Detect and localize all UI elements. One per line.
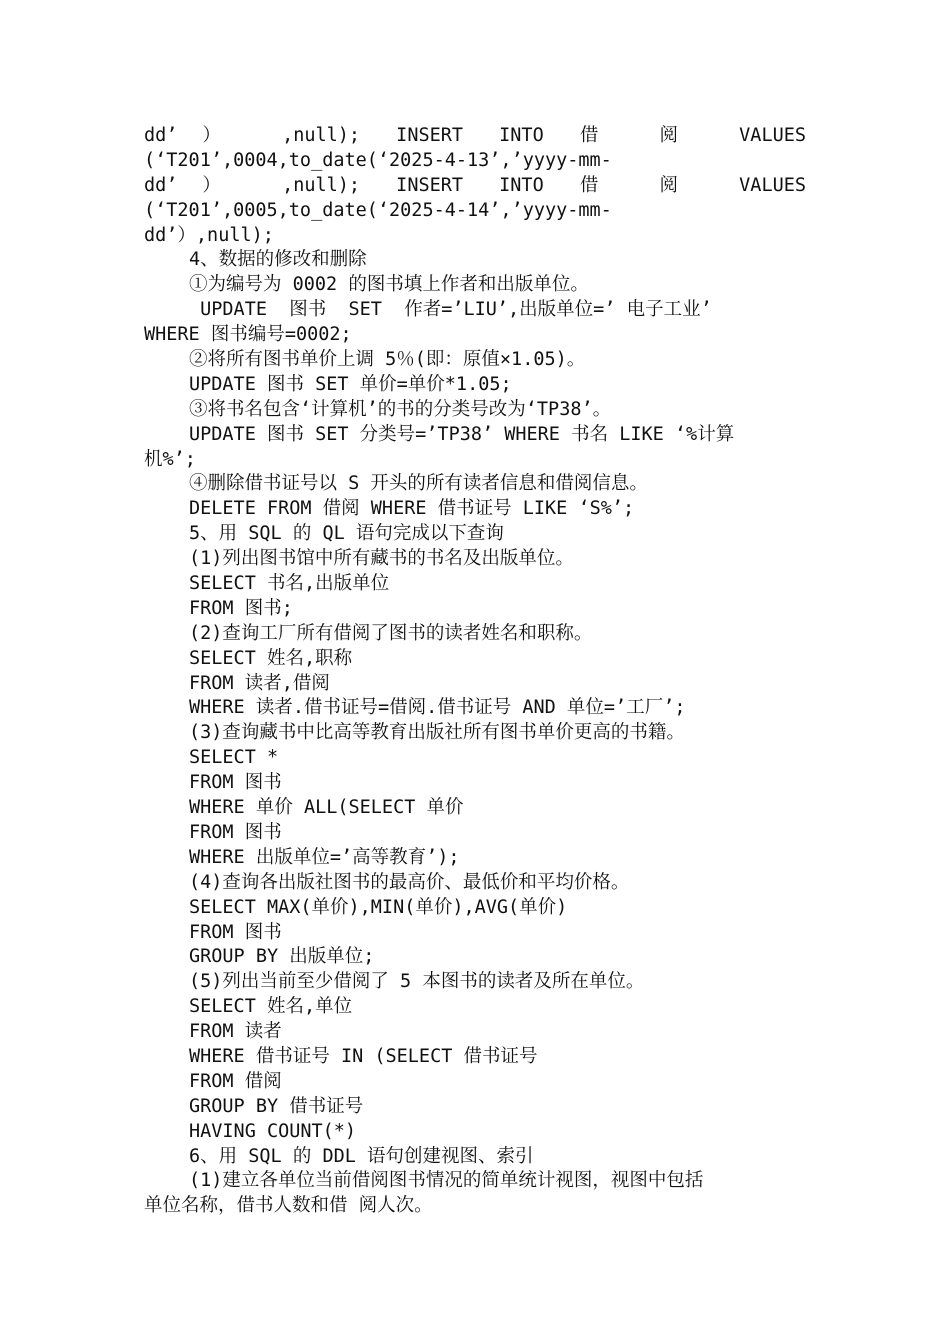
text-line: UPDATE 图书 SET 作者=’LIU’,出版单位=’ 电子工业’ <box>189 299 712 321</box>
text-line: FROM 读者 <box>189 1021 282 1043</box>
text-line: WHERE 单价 ALL(SELECT 单价 <box>189 797 464 819</box>
text-line: UPDATE 图书 SET 分类号=’TP38’ WHERE 书名 LIKE ‘%计算 <box>189 423 735 445</box>
text-line: WHERE 读者.借书证号=借阅.借书证号 AND 单位=’工厂’; <box>189 697 686 719</box>
text-line: FROM 图书; <box>189 597 293 619</box>
text-line: UPDATE 图书 SET 单价=单价*1.05; <box>189 373 512 395</box>
text-line: dd’）,null); <box>144 224 274 246</box>
text-line: SELECT * <box>189 747 279 769</box>
text-line: (3)查询藏书中比高等教育出版社所有图书单价更高的书籍。 <box>189 722 685 744</box>
text-line: (5)列出当前至少借阅了 5 本图书的读者及所在单位。 <box>189 971 645 993</box>
text-line: (‘T201’,0005,to_date(‘2025-4-14’,’yyyy-mm- <box>144 199 612 221</box>
text-line: WHERE 图书编号=0002; <box>144 324 352 346</box>
text-line: ④删除借书证号以 S 开头的所有读者信息和借阅信息。 <box>189 473 648 495</box>
text-line: WHERE 出版单位=’高等教育’); <box>189 846 460 868</box>
text-line: HAVING COUNT(*) <box>189 1120 357 1142</box>
text-line: 5、用 SQL 的 QL 语句完成以下查询 <box>189 523 504 545</box>
text-line: ③将书名包含‘计算机’的书的分类号改为‘TP38’。 <box>189 398 612 420</box>
text-line: FROM 读者,借阅 <box>189 672 330 694</box>
text-line: SELECT MAX(单价),MIN(单价),AVG(单价) <box>189 896 568 918</box>
text-line: (4)查询各出版社图书的最高价、最低价和平均价格。 <box>189 871 630 893</box>
text-line: FROM 图书 <box>189 821 282 843</box>
text-line: ①为编号为 0002 的图书填上作者和出版单位。 <box>189 274 589 296</box>
text-line: SELECT 姓名,职称 <box>189 647 353 669</box>
text-line: dd’） ,null); INSERT INTO 借 阅 VALUES <box>144 174 806 196</box>
text-line: GROUP BY 借书证号 <box>189 1095 364 1117</box>
text-line: SELECT 姓名,单位 <box>189 996 353 1018</box>
text-line: WHERE 借书证号 IN (SELECT 借书证号 <box>189 1045 538 1067</box>
text-line: GROUP BY 出版单位; <box>189 946 375 968</box>
text-line: 机%’; <box>144 448 196 470</box>
text-line: FROM 借阅 <box>189 1070 282 1092</box>
text-line: 4、数据的修改和删除 <box>189 249 367 271</box>
text-line: (1)列出图书馆中所有藏书的书名及出版单位。 <box>189 548 574 570</box>
document-body <box>144 124 806 1219</box>
text-line: ②将所有图书单价上调 5％(即：原值×1.05)。 <box>189 349 586 371</box>
text-line: DELETE FROM 借阅 WHERE 借书证号 LIKE ‘S%’; <box>189 498 635 520</box>
text-line: (2)查询工厂所有借阅了图书的读者姓名和职称。 <box>189 622 593 644</box>
text-line: SELECT 书名,出版单位 <box>189 573 390 595</box>
text-line: dd’） ,null); INSERT INTO 借 阅 VALUES <box>144 125 806 146</box>
text-line: 6、用 SQL 的 DDL 语句创建视图、索引 <box>189 1145 534 1167</box>
text-line: FROM 图书 <box>189 921 282 943</box>
text-line: FROM 图书 <box>189 772 282 794</box>
text-line: 单位名称，借书人数和借 阅人次。 <box>144 1195 433 1217</box>
text-line: (1)建立各单位当前借阅图书情况的简单统计视图，视图中包括 <box>189 1170 704 1192</box>
text-line: (‘T201’,0004,to_date(‘2025-4-13’,’yyyy-mm- <box>144 149 612 171</box>
